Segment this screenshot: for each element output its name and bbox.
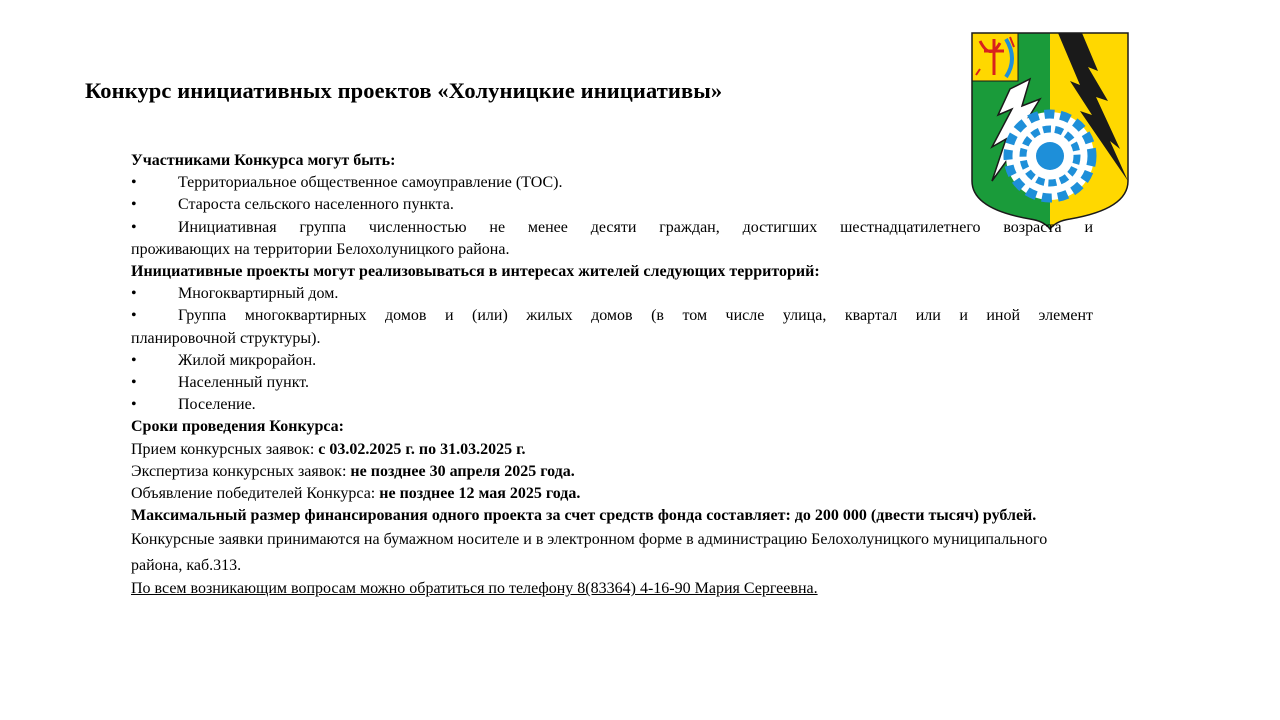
bullet-icon: •	[131, 218, 137, 236]
list-item	[131, 172, 1093, 194]
list-item-text-continued: планировочной структуры).	[131, 329, 321, 347]
bullet-icon: •	[131, 307, 137, 325]
term-value: с 03.02.2025 г. по 31.03.2025 г.	[318, 440, 526, 458]
list-item-text: Населенный пункт.	[178, 374, 310, 392]
list-item	[131, 217, 1093, 261]
participants-heading: Участниками Конкурса могут быть:	[131, 152, 396, 169]
list-item-text: Многоквартирный дом.	[178, 285, 339, 303]
territories-heading: Инициативные проекты могут реализовываться в интересах жителей следующих территорий:	[131, 263, 820, 281]
bullet-icon: •	[131, 196, 137, 214]
bullet-icon: •	[131, 351, 137, 369]
term-line	[131, 461, 1093, 483]
term-label: Прием конкурсных заявок:	[131, 440, 319, 458]
list-item	[131, 283, 1093, 305]
document-body	[131, 150, 1093, 601]
list-item-text: Поселение.	[178, 396, 256, 414]
funding-text: Максимальный размер финансирования одного проекта за счет средств фонда составляет: до 200 000 (двести тысяч) рублей.	[131, 507, 1037, 525]
list-item	[131, 350, 1093, 372]
page-title: Конкурс инициативных проектов «Холуницкие инициативы»	[85, 78, 723, 103]
list-item	[131, 394, 1093, 416]
bullet-icon: •	[131, 374, 137, 392]
term-label: Объявление победителей Конкурса:	[131, 485, 380, 503]
list-item-text: Группа многоквартирных домов и (или) жилых домов (в том числе улица, квартал или и иной элемент	[178, 307, 1093, 325]
term-value: не позднее 30 апреля 2025 года.	[350, 462, 575, 480]
list-item	[131, 194, 1093, 216]
bullet-icon: •	[131, 285, 137, 303]
term-value: не позднее 12 мая 2025 года.	[379, 485, 581, 503]
term-line	[131, 483, 1093, 505]
term-label: Экспертиза конкурсных заявок:	[131, 462, 351, 480]
contact-info: По всем возникающим вопросам можно обратиться по телефону 8(83364) 4-16-90 Мария Сергеевна.	[131, 580, 818, 598]
terms-heading: Сроки проведения Конкурса:	[131, 418, 344, 436]
list-item	[131, 372, 1093, 394]
term-line	[131, 439, 1093, 461]
list-item-text-continued: проживающих на территории Белохолуницкого района.	[131, 240, 510, 258]
list-item-text: Жилой микрорайон.	[178, 351, 317, 369]
list-item-text: Староста сельского населенного пункта.	[178, 196, 454, 214]
applications-text: Конкурсные заявки принимаются на бумажном носителе и в электронном форме в администрацию Белохолуницкого муниципального района, каб.313.	[131, 531, 1048, 574]
list-item-text: Территориальное общественное самоуправление (ТОС).	[178, 174, 563, 192]
bullet-icon: •	[131, 174, 137, 192]
list-item-text: Инициативная группа численностью не менее десяти граждан, достигших шестнадцатилетнего возраста и	[178, 218, 1093, 236]
bullet-icon: •	[131, 396, 137, 414]
list-item	[131, 305, 1093, 349]
